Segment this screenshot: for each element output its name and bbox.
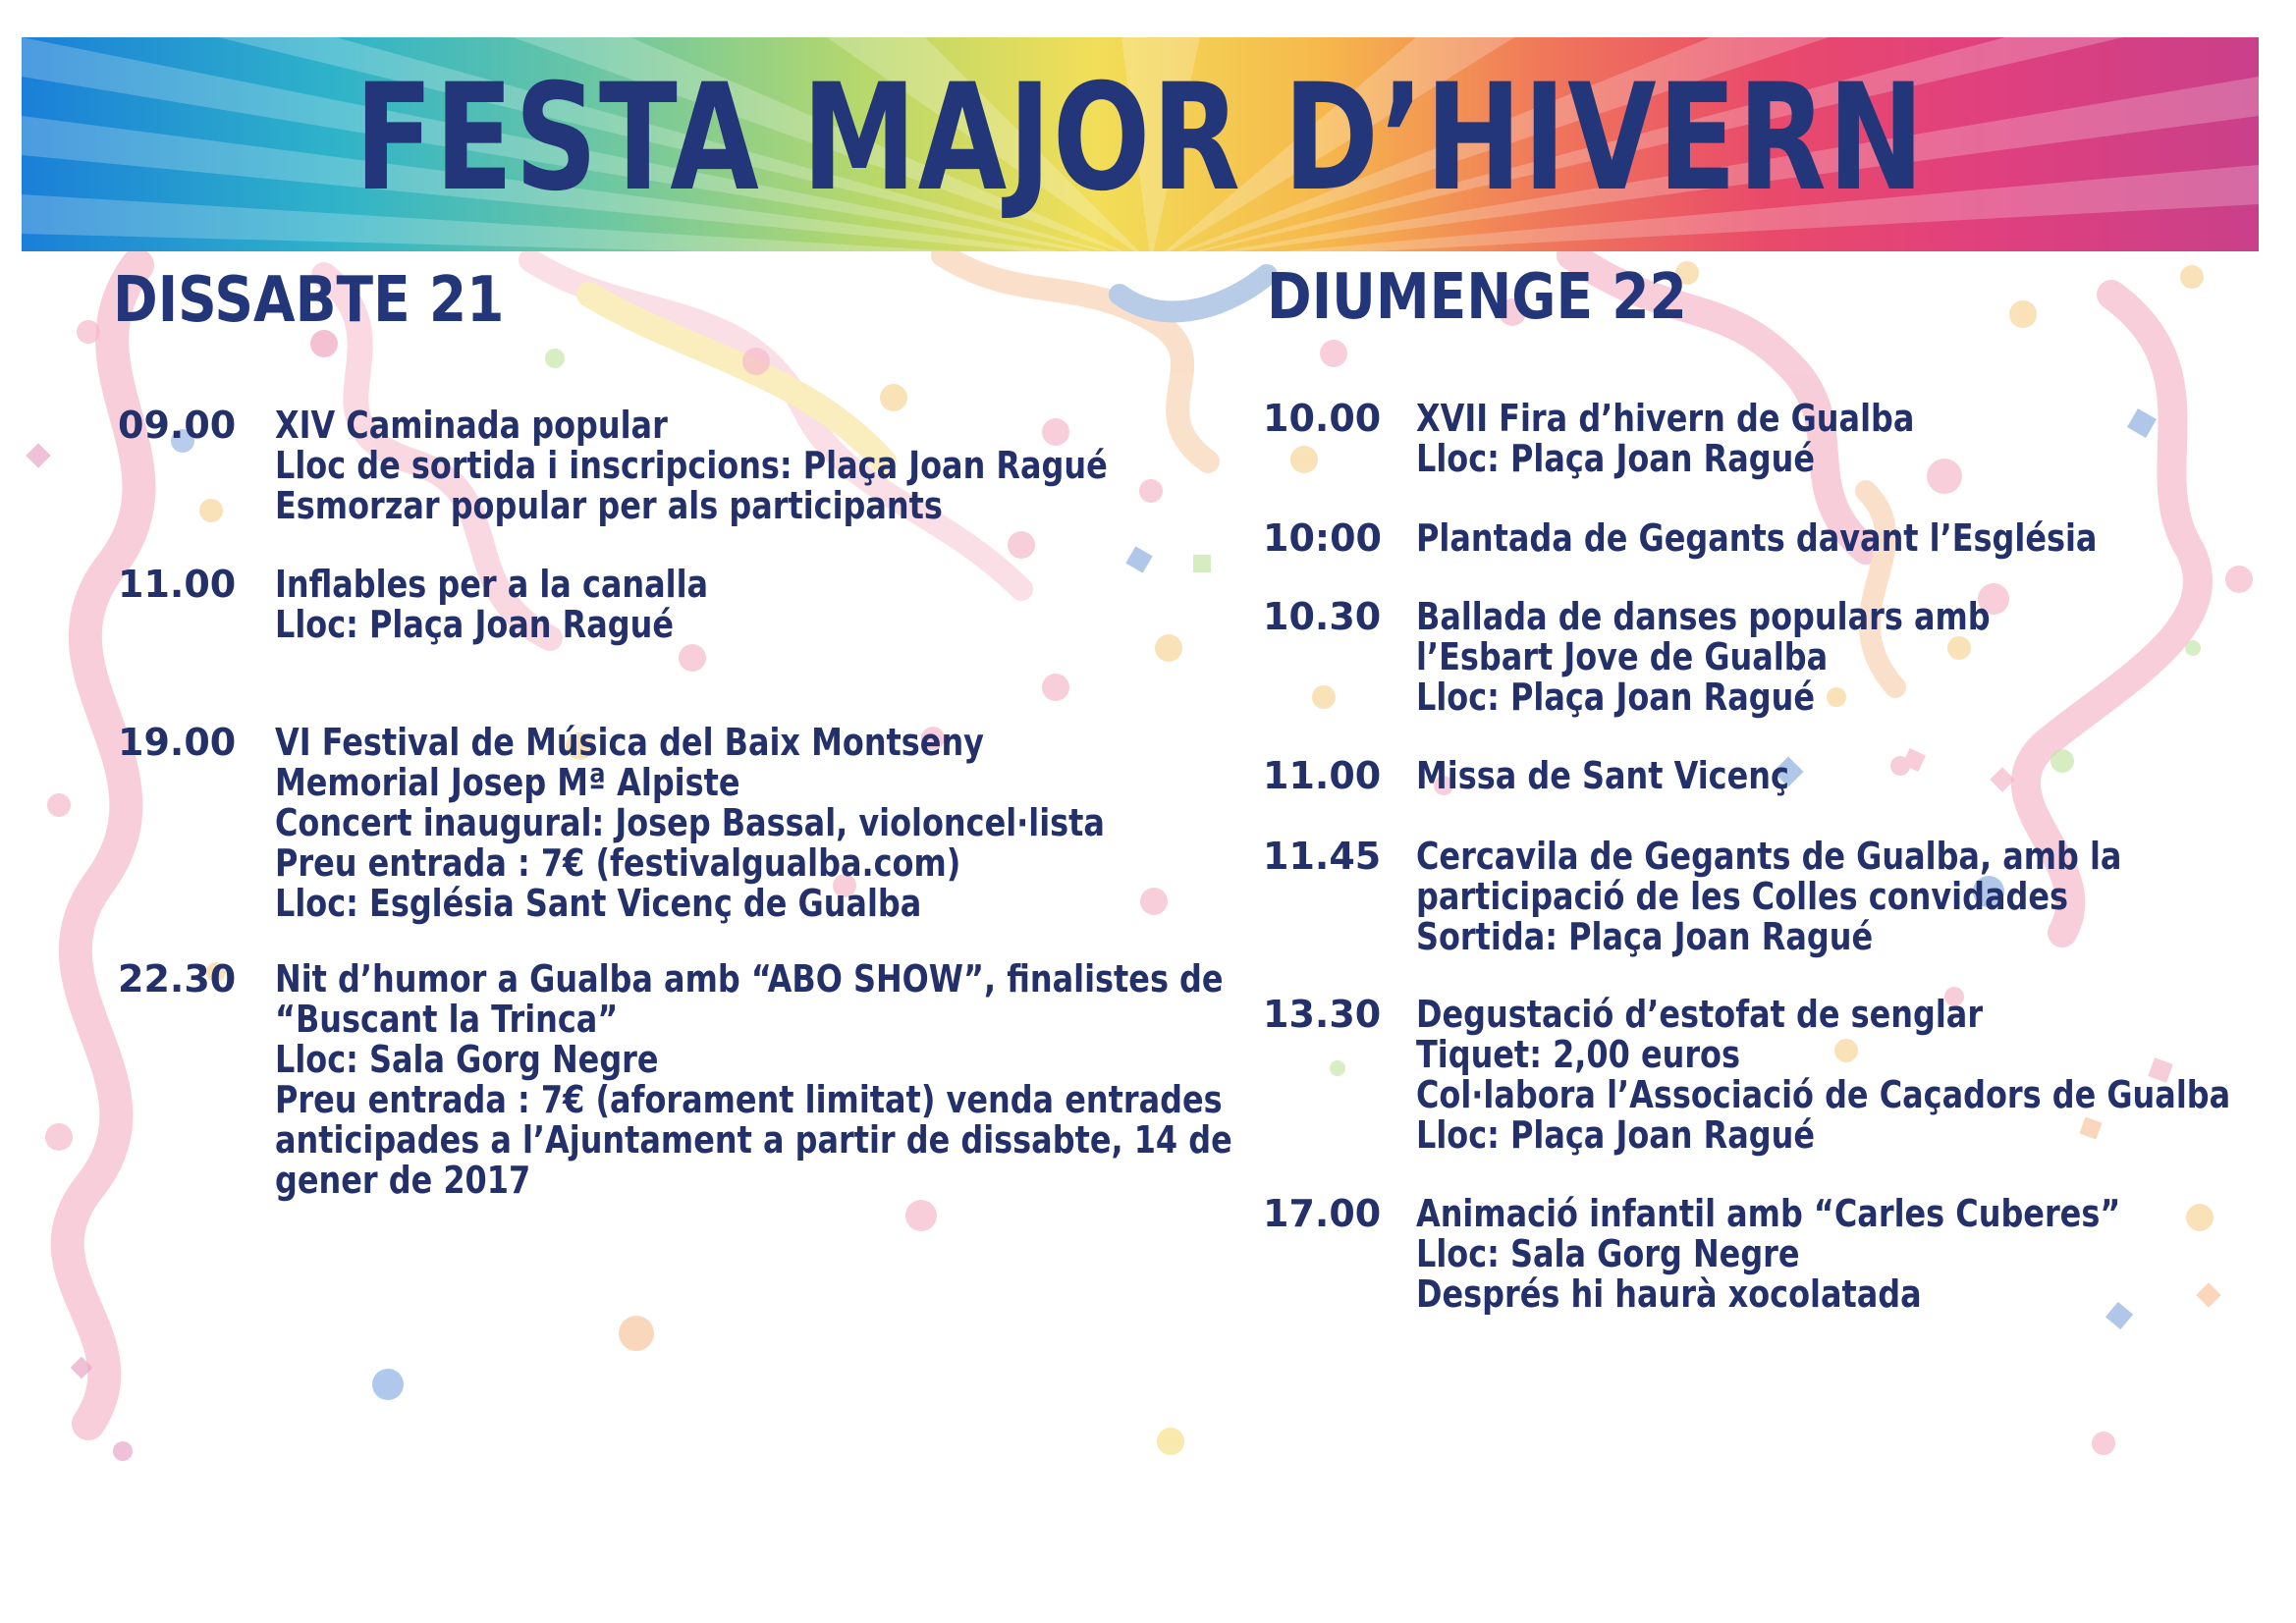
- event-item: [1263, 597, 2100, 718]
- event-line: Lloc: Església Sant Vicenç de Gualba: [275, 882, 922, 925]
- event-item: [1263, 518, 2227, 559]
- event-line: Nit d’humor a Gualba amb “ABO SHOW”, finalistes de: [275, 957, 1224, 1001]
- event-line: Lloc: Plaça Joan Ragué: [1416, 437, 1815, 480]
- event-line: Memorial Josep Mª Alpiste: [275, 761, 740, 804]
- event-time: 10.30: [1263, 595, 1382, 638]
- event-line: Lloc: Plaça Joan Ragué: [1416, 676, 1815, 719]
- event-item: [1263, 837, 2256, 957]
- event-line: Lloc: Sala Gorg Negre: [1416, 1232, 1800, 1275]
- event-time: 17.00: [1263, 1192, 1382, 1235]
- event-item: [1263, 756, 1860, 796]
- event-line: Ballada de danses populars amb: [1416, 595, 1991, 638]
- day-heading-sunday: DIUMENGE 22: [1267, 261, 1687, 334]
- event-line: Lloc de sortida i inscripcions: Plaça Joan Ragué: [275, 444, 1108, 487]
- event-item: [118, 723, 1263, 924]
- event-time: 10:00: [1263, 516, 1382, 560]
- event-time: 19.00: [118, 721, 237, 764]
- page-title: FESTA MAJOR D’HIVERN: [355, 53, 1926, 224]
- event-line: Col·labora l’Associació de Caçadors de Gualba: [1416, 1073, 2231, 1116]
- event-line: Després hi haurà xocolatada: [1416, 1272, 1922, 1316]
- event-line: XIV Caminada popular: [275, 404, 668, 447]
- event-line: Missa de Sant Vicenç: [1416, 754, 1789, 797]
- ribbon-streamer-blue: [1120, 275, 1267, 311]
- event-line: Inflables per a la canalla: [275, 563, 709, 606]
- event-time: 10.00: [1263, 397, 1382, 440]
- title-banner: [22, 37, 2259, 251]
- event-item: [118, 959, 1414, 1201]
- event-line: XVII Fira d’hivern de Gualba: [1416, 397, 1915, 440]
- event-line: Degustació d’estofat de senglar: [1416, 993, 1984, 1036]
- day-heading-saturday: DISSABTE 21: [113, 264, 505, 337]
- event-line: participació de les Colles convidades: [1416, 875, 2069, 918]
- event-line: Plantada de Gegants davant l’Església: [1416, 516, 2098, 560]
- event-line: Animació infantil amb “Carles Cuberes”: [1416, 1192, 2121, 1235]
- event-item: [1263, 1194, 2255, 1315]
- event-line: Esmorzar popular per als participants: [275, 484, 943, 527]
- event-time: 11.45: [1263, 835, 1382, 878]
- event-line: Lloc: Plaça Joan Ragué: [275, 603, 674, 646]
- event-line: gener de 2017: [275, 1159, 531, 1202]
- event-line: Lloc: Sala Gorg Negre: [275, 1038, 659, 1081]
- event-item: [118, 406, 1266, 526]
- event-line: Lloc: Plaça Joan Ragué: [1416, 1113, 1815, 1157]
- event-line: l’Esbart Jove de Gualba: [1416, 635, 1829, 678]
- event-line: Cercavila de Gegants de Gualba, amb la: [1416, 835, 2122, 878]
- event-item: [1263, 995, 2296, 1156]
- event-time: 09.00: [118, 404, 237, 447]
- event-line: Tiquet: 2,00 euros: [1416, 1033, 1740, 1076]
- event-time: 11.00: [118, 563, 237, 606]
- event-line: Preu entrada : 7€ (festivalgualba.com): [275, 841, 961, 885]
- event-time: 11.00: [1263, 754, 1382, 797]
- event-line: anticipades a l’Ajuntament a partir de dissabte, 14 de: [275, 1118, 1232, 1162]
- event-line: VI Festival de Música del Baix Montseny: [275, 721, 984, 764]
- event-line: Concert inaugural: Josep Bassal, violoncel·lista: [275, 801, 1105, 844]
- event-line: “Buscant la Trinca”: [275, 998, 619, 1041]
- event-item: [118, 565, 791, 645]
- event-item: [1263, 399, 2009, 479]
- event-time: 22.30: [118, 957, 237, 1001]
- event-line: Preu entrada : 7€ (aforament limitat) venda entrades: [275, 1078, 1223, 1121]
- event-time: 13.30: [1263, 993, 1382, 1036]
- event-line: Sortida: Plaça Joan Ragué: [1416, 915, 1874, 958]
